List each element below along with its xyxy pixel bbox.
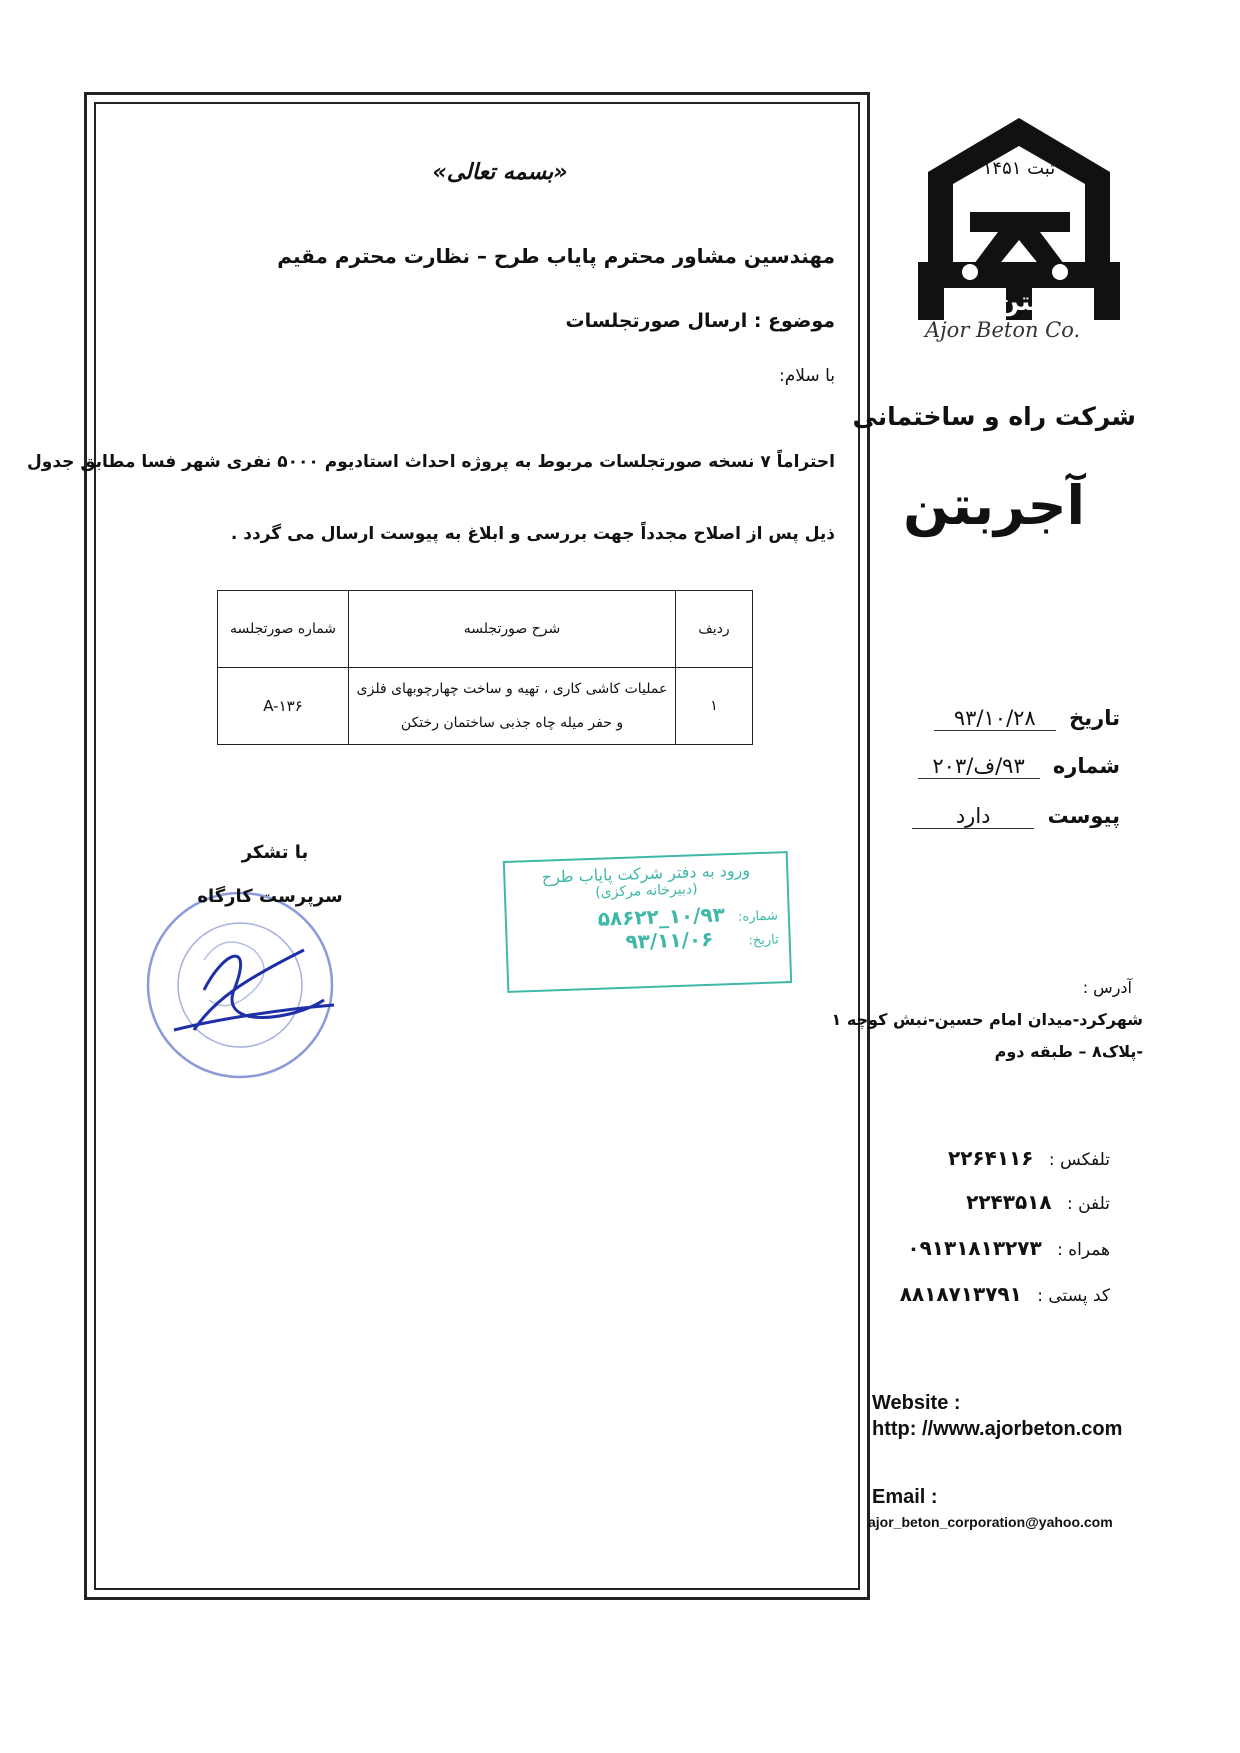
- meta-attachment: [912, 804, 1120, 829]
- stamp-date-label: تاریخ:: [748, 932, 779, 949]
- meta-date-value: ۹۳/۱۰/۲۸: [934, 706, 1056, 731]
- invocation: «بسمه تعالی»: [432, 160, 568, 185]
- company-seal-signature: [134, 880, 354, 1080]
- phone-row: [966, 1190, 1110, 1214]
- closing-signer-title: سرپرست کارگاه: [197, 886, 343, 907]
- fax-label: تلفکس :: [1048, 1150, 1110, 1170]
- table-row: [218, 668, 753, 745]
- email-value[interactable]: ajor_beton_corporation@yahoo.com: [868, 1514, 1113, 1530]
- body-paragraph-line1: احتراماً ۷ نسخه صورتجلسات مربوط به پروژه احداث استادیوم ۵۰۰۰ نفری شهر فسا مطابق جدول: [27, 452, 835, 472]
- stamp-line2: (دبیرخانه مرکزی): [594, 881, 698, 901]
- company-line: شرکت راه و ساختمانی: [852, 402, 1136, 431]
- address-line1: شهرکرد-میدان امام حسین-نبش کوچه ۱: [831, 1010, 1143, 1029]
- addressee: مهندسین مشاور محترم پایاب طرح – نظارت محترم مقیم: [277, 244, 835, 268]
- stamp-number-value: ۱۰/۹۳_۵۸۶۲۲: [597, 902, 726, 931]
- stamp-number-label: شماره:: [737, 908, 779, 925]
- mobile-value: ۰۹۱۳۱۸۱۳۲۷۳: [907, 1236, 1042, 1260]
- meta-attachment-value: دارد: [912, 804, 1034, 829]
- cell-minutes-number: A-۱۳۶: [218, 668, 349, 745]
- closing-thanks: با تشکر: [241, 842, 309, 863]
- subject-line: موضوع : ارسال صورتجلسات: [565, 310, 835, 332]
- header-row-number: ردیف: [676, 591, 753, 668]
- header-minutes-number: شماره صورتجلسه: [218, 591, 349, 668]
- registration-stamp: [503, 851, 792, 993]
- postal-value: ۸۸۱۸۷۱۳۷۹۱: [899, 1282, 1022, 1306]
- address-line2: -پلاک۸ – طبقه دوم: [994, 1042, 1143, 1061]
- mobile-label: همراه :: [1057, 1240, 1110, 1260]
- cell-row-number: ۱: [676, 668, 753, 745]
- logo-tagline: Ajor Beton Co.: [925, 318, 1081, 342]
- website-label: Website :: [872, 1392, 961, 1414]
- stamp-line1: ورود به دفتر شرکت پایاب طرح: [541, 860, 751, 887]
- header-description: شرح صورتجلسه: [349, 591, 676, 668]
- mobile-row: [907, 1236, 1110, 1260]
- company-name: آجربتن: [903, 474, 1085, 537]
- postal-row: [900, 1282, 1110, 1306]
- phone-value: ۲۲۴۳۵۱۸: [966, 1190, 1052, 1214]
- meta-date: [934, 706, 1120, 731]
- address-label: آدرس :: [1082, 978, 1132, 997]
- cell-description: عملیات کاشی کاری ، تهیه و ساخت چهارچوبهای فلزی و حفر میله چاه جذبی ساختمان رختکن: [349, 668, 676, 745]
- fax-row: [948, 1146, 1110, 1170]
- postal-label: کد پستی :: [1037, 1286, 1110, 1306]
- fax-value: ۲۲۶۴۱۱۶: [947, 1146, 1034, 1170]
- logo-text: ثبت ۱۴۵۱: [982, 158, 1056, 179]
- website-url[interactable]: http: //www.ajorbeton.com: [872, 1418, 1123, 1440]
- meta-number-label: شماره: [1052, 754, 1120, 778]
- greeting: با سلام:: [779, 366, 835, 386]
- table-header-row: [218, 591, 753, 668]
- company-logo: [910, 112, 1128, 352]
- email-label: Email :: [872, 1486, 938, 1508]
- logo-mark: بتن: [997, 287, 1041, 317]
- stamp-date-value: ۹۳/۱۱/۰۶: [625, 926, 714, 954]
- body-paragraph-line2: ذیل پس از اصلاح مجدداً جهت بررسی و ابلاغ به پیوست ارسال می گردد .: [230, 524, 835, 544]
- meta-date-label: تاریخ: [1069, 706, 1120, 730]
- phone-label: تلفن :: [1066, 1194, 1110, 1214]
- meta-number-value: ۹۳/ف/۲۰۳: [918, 754, 1040, 779]
- meta-attachment-label: پیوست: [1047, 804, 1120, 828]
- minutes-table: [217, 590, 753, 745]
- meta-number: [918, 754, 1120, 779]
